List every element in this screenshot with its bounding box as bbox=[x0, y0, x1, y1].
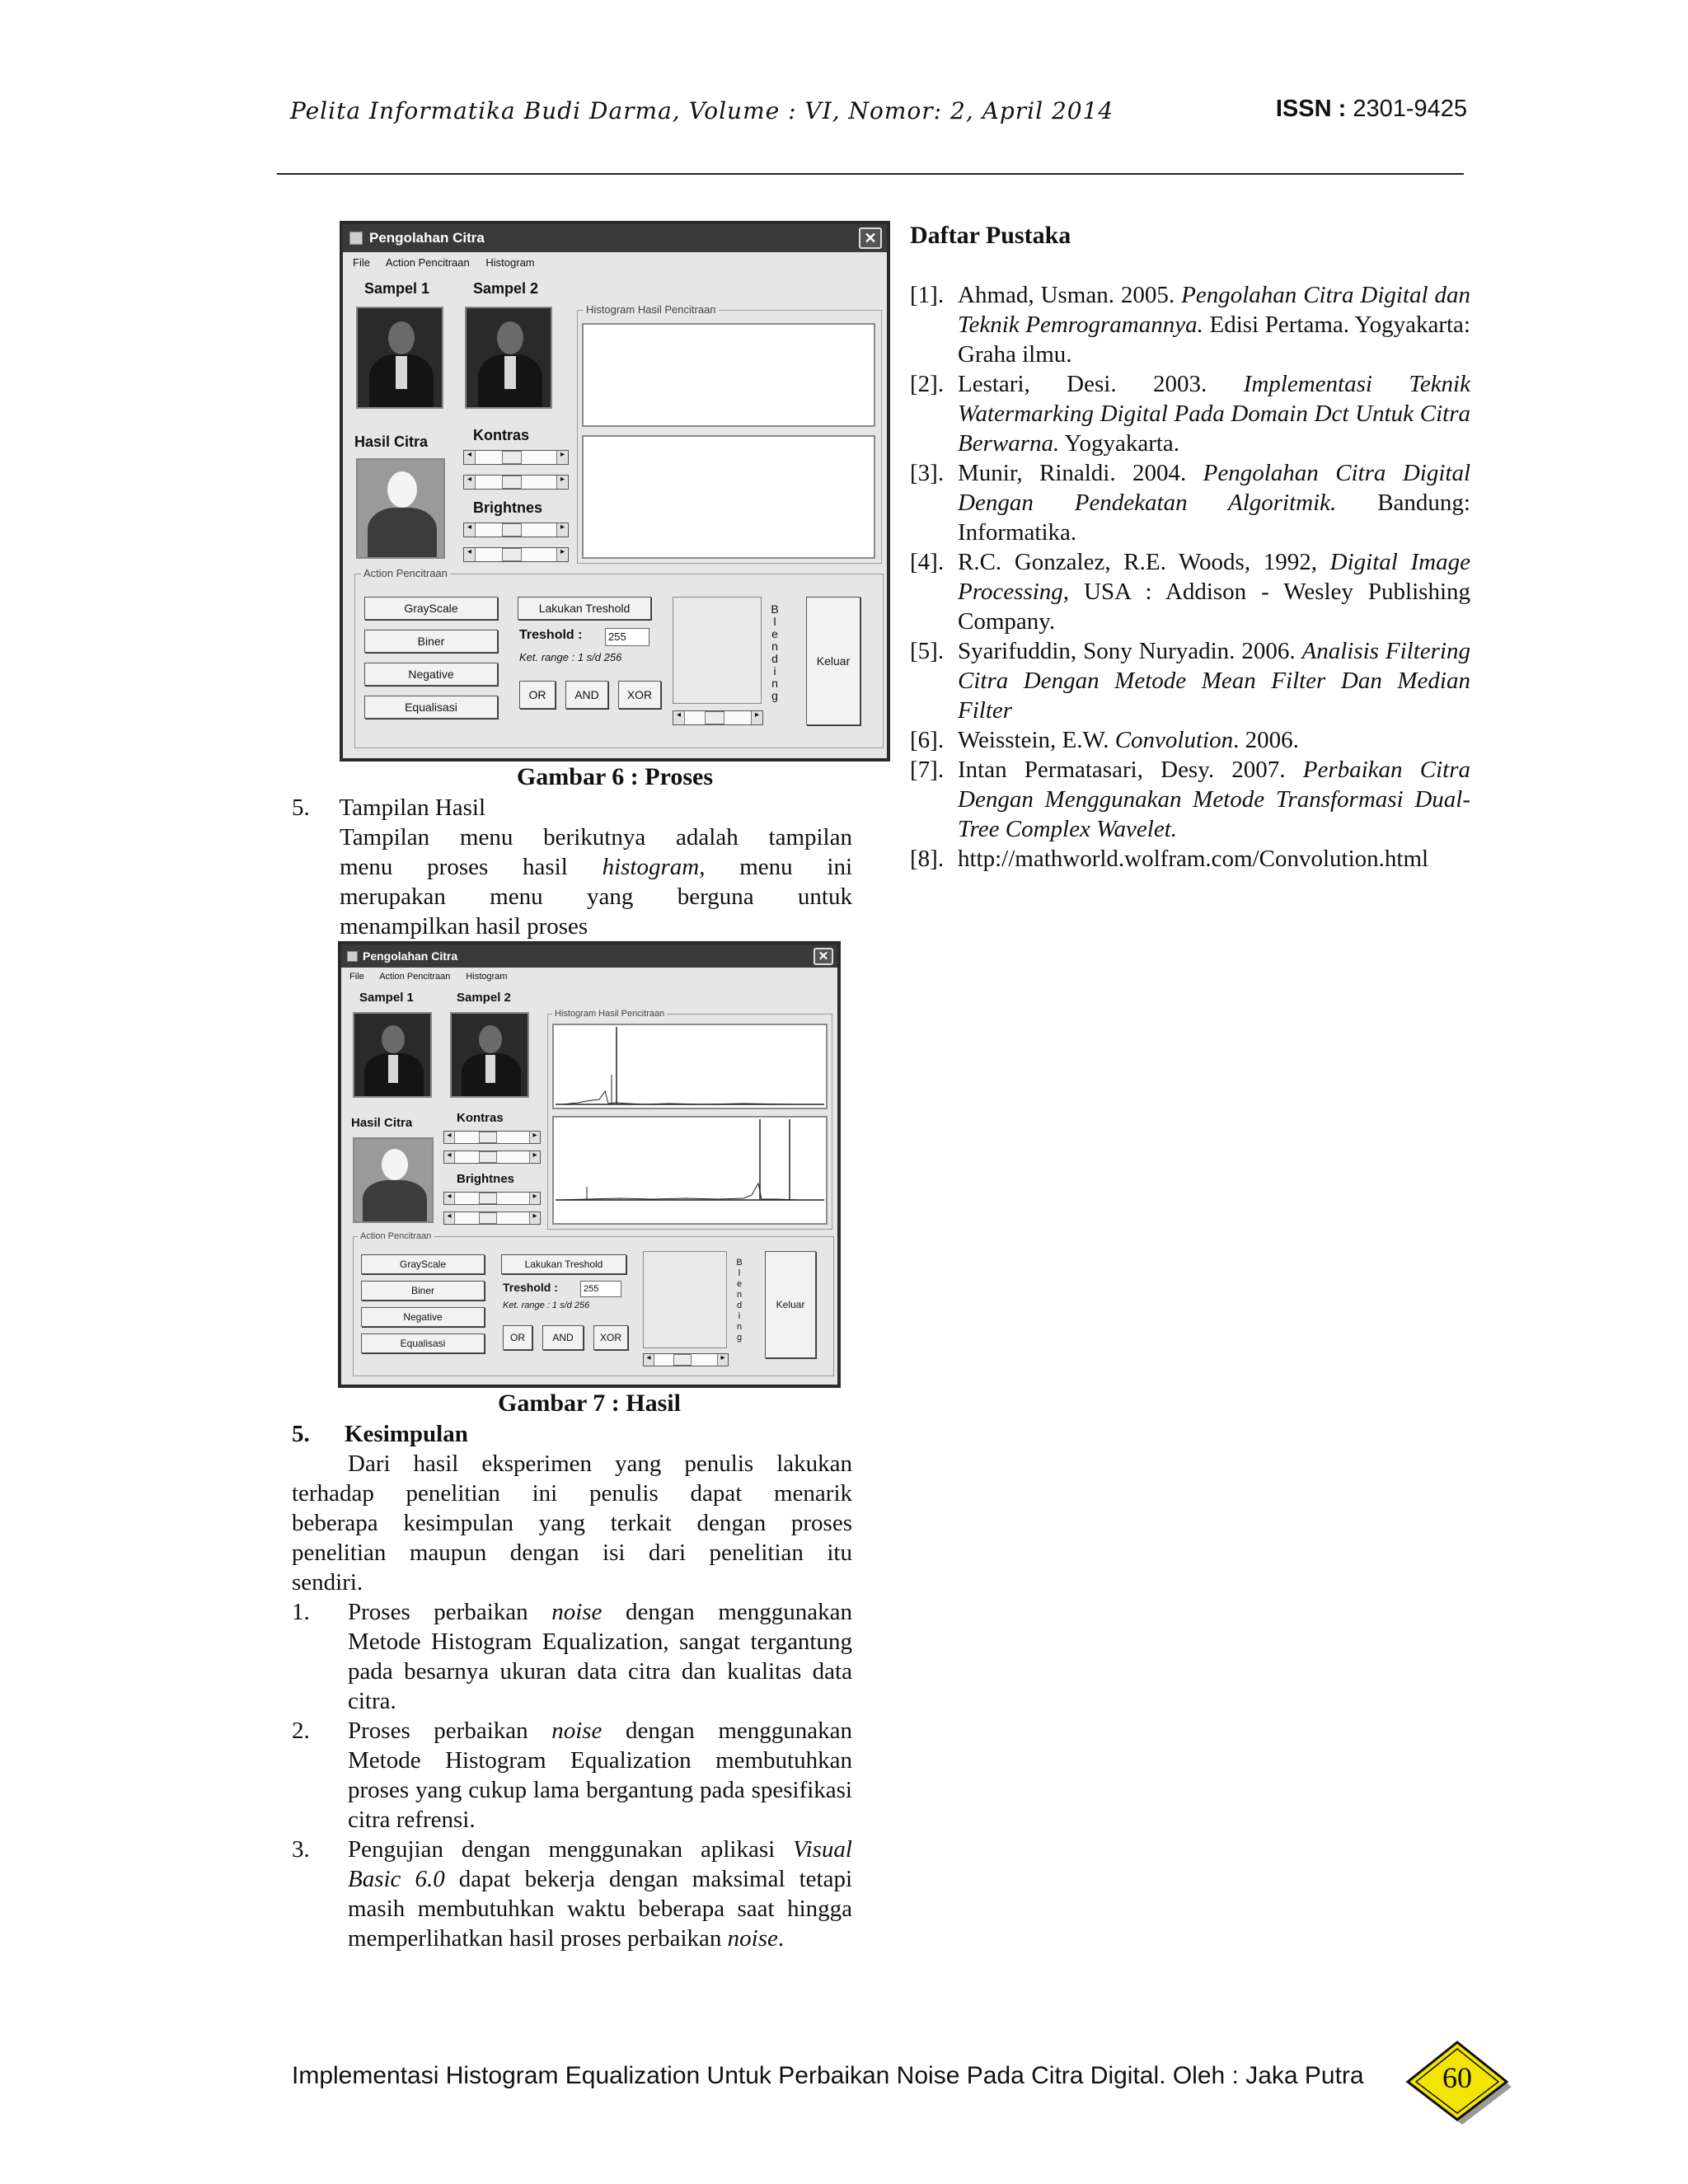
item-number: 1. bbox=[292, 1599, 310, 1625]
blending-slider[interactable] bbox=[643, 1353, 729, 1366]
intro-line: penelitian maupun dengan isi dari penelitian itu bbox=[292, 1540, 852, 1566]
reference-item bbox=[910, 547, 1470, 636]
arrow-left-icon[interactable]: ◂ bbox=[464, 476, 476, 489]
issn-label: ISSN : bbox=[1275, 96, 1347, 122]
arrow-left-icon[interactable]: ◂ bbox=[464, 523, 476, 537]
arrow-right-icon[interactable]: ▸ bbox=[556, 523, 568, 537]
blending-letter: i bbox=[773, 664, 776, 677]
reference-part: Weisstein, E.W. bbox=[958, 727, 1115, 753]
blending-letter: g bbox=[771, 689, 778, 702]
photo-shirt bbox=[504, 356, 516, 389]
kontras-slider-1[interactable] bbox=[443, 1131, 541, 1144]
close-icon[interactable]: ✕ bbox=[814, 948, 833, 965]
sampel2-image bbox=[465, 307, 552, 409]
reference-title: Implementasi Teknik Watermarking Digital Pada Domain Dct Untuk Citra Berwarna. bbox=[958, 371, 1470, 457]
item-text-part: Proses perbaikan bbox=[348, 1599, 552, 1625]
arrow-right-icon[interactable]: ▸ bbox=[529, 1193, 540, 1204]
kesimpulan-number: 5. bbox=[292, 1421, 310, 1447]
reference-text bbox=[958, 369, 1470, 458]
photo-body bbox=[363, 1180, 427, 1223]
photo-head bbox=[382, 1025, 405, 1053]
app-icon bbox=[347, 951, 358, 962]
menu-action-pencitraan[interactable]: Action Pencitraan bbox=[379, 972, 451, 982]
brightnes-slider-2[interactable] bbox=[443, 1212, 541, 1225]
arrow-left-icon[interactable]: ◂ bbox=[444, 1151, 455, 1163]
reference-number: [6]. bbox=[910, 727, 945, 753]
reference-item bbox=[910, 636, 1470, 725]
journal-header: Pelita Informatika Budi Darma, Volume : VI, Nomor: 2, April 2014 bbox=[290, 97, 1114, 124]
arrow-left-icon[interactable]: ◂ bbox=[444, 1212, 455, 1224]
reference-item bbox=[910, 369, 1470, 458]
or-button[interactable]: OR bbox=[519, 681, 556, 709]
reference-part: Syarifuddin, Sony Nuryadin. 2006. bbox=[958, 638, 1302, 664]
or-button[interactable]: OR bbox=[503, 1325, 532, 1350]
histogram-group-title: Histogram Hasil Pencitraan bbox=[552, 1009, 667, 1019]
arrow-right-icon[interactable]: ▸ bbox=[556, 451, 568, 464]
arrow-left-icon[interactable]: ◂ bbox=[673, 711, 685, 724]
item-emphasis: noise bbox=[551, 1599, 603, 1625]
equalisasi-button[interactable]: Equalisasi bbox=[361, 1333, 485, 1353]
slider-thumb[interactable] bbox=[479, 1132, 497, 1143]
para-line bbox=[340, 852, 852, 882]
reference-number: [7]. bbox=[910, 757, 945, 783]
reference-part: http://mathworld.wolfram.com/Convolution.html bbox=[958, 846, 1429, 872]
brightnes-slider-1[interactable] bbox=[443, 1192, 541, 1205]
reference-item bbox=[910, 458, 1470, 547]
photo-shirt bbox=[485, 1055, 495, 1083]
window-titlebar bbox=[341, 944, 837, 968]
blending-image bbox=[643, 1251, 727, 1348]
keluar-button[interactable]: Keluar bbox=[806, 597, 860, 725]
xor-button[interactable]: XOR bbox=[593, 1325, 628, 1350]
reference-number: [4]. bbox=[910, 549, 945, 575]
arrow-left-icon[interactable]: ◂ bbox=[444, 1193, 455, 1204]
item-emphasis: noise bbox=[551, 1718, 603, 1744]
reference-number: [2]. bbox=[910, 371, 945, 397]
figure7-window bbox=[338, 941, 841, 1388]
conclusion-item bbox=[292, 1835, 852, 1953]
menu-file[interactable]: File bbox=[349, 972, 364, 982]
photo-head bbox=[497, 321, 523, 354]
arrow-left-icon[interactable]: ◂ bbox=[444, 1132, 455, 1143]
ket-range: Ket. range : 1 s/d 256 bbox=[519, 651, 622, 663]
action-group-title: Action Pencitraan bbox=[361, 567, 450, 579]
item-text-part: dapat bekerja dengan maksimal tetapi masih membutuhkan waktu beberapa saat hingga memperlihatkan hasil proses perbaikan bbox=[348, 1866, 853, 1952]
blending-slider[interactable] bbox=[673, 710, 763, 725]
biner-button[interactable]: Biner bbox=[361, 1281, 485, 1301]
reference-item bbox=[910, 755, 1470, 844]
reference-part: Edisi Pertama. Yogyakarta: Graha ilmu. bbox=[958, 312, 1470, 368]
equalisasi-button[interactable]: Equalisasi bbox=[364, 696, 498, 719]
blending-letter: g bbox=[736, 1333, 743, 1343]
reference-part: Intan Permatasari, Desy. 2007. bbox=[958, 757, 1303, 783]
reference-title: Perbaikan Citra Dengan Menggunakan Metode Transformasi Dual-Tree Complex Wavelet. bbox=[958, 757, 1470, 842]
kontras-label: Kontras bbox=[473, 427, 530, 443]
sampel1-label: Sampel 1 bbox=[364, 280, 430, 297]
slider-thumb[interactable] bbox=[673, 1354, 692, 1366]
reference-item bbox=[910, 725, 1470, 755]
slider-thumb[interactable] bbox=[502, 451, 522, 464]
conclusion-item bbox=[292, 1597, 852, 1716]
slider-thumb[interactable] bbox=[479, 1212, 497, 1224]
slider-thumb[interactable] bbox=[502, 548, 522, 561]
item-text bbox=[348, 1597, 852, 1716]
reference-title: Pengolahan Citra Digital Dengan Pendekatan Algoritmik. bbox=[958, 460, 1470, 516]
slider-thumb[interactable] bbox=[705, 711, 724, 724]
keluar-button[interactable]: Keluar bbox=[765, 1251, 816, 1358]
intro-line: Dari hasil eksperimen yang penulis lakukan bbox=[348, 1451, 852, 1477]
treshold-label: Treshold : bbox=[519, 628, 583, 642]
arrow-right-icon[interactable]: ▸ bbox=[529, 1151, 540, 1163]
brightnes-label: Brightnes bbox=[473, 499, 543, 516]
close-icon[interactable]: ✕ bbox=[859, 227, 882, 249]
window-title: Pengolahan Citra bbox=[363, 949, 458, 963]
reference-part: Lestari, Desi. 2003. bbox=[958, 371, 1244, 397]
reference-number: [3]. bbox=[910, 460, 945, 486]
blending-letter: n bbox=[771, 677, 778, 690]
kontras-slider-2[interactable] bbox=[443, 1151, 541, 1164]
photo-head bbox=[388, 321, 415, 354]
sampel2-label: Sampel 2 bbox=[473, 280, 539, 297]
kontras-slider-2[interactable] bbox=[463, 475, 569, 490]
para-line: merupakan menu yang berguna untuk bbox=[340, 883, 852, 910]
kontras-label: Kontras bbox=[457, 1111, 504, 1125]
reference-part: Ahmad, Usman. 2005. bbox=[958, 282, 1182, 308]
item-emphasis: noise bbox=[727, 1925, 778, 1952]
para-line: menampilkan hasil proses bbox=[340, 913, 588, 940]
reference-title: Analisis Filtering Citra Dengan Metode Mean Filter Dan Median Filter bbox=[958, 638, 1470, 724]
blending-letter: e bbox=[771, 627, 778, 640]
reference-text bbox=[958, 458, 1470, 547]
blending-letter: d bbox=[736, 1301, 743, 1310]
reference-item bbox=[910, 844, 1470, 874]
header-rule bbox=[277, 173, 1464, 175]
item-text-part: dengan menggunakan Metode Histogram Equalization, sangat tergantung pada besarnya ukuran data citra dan kualitas data citra. bbox=[348, 1599, 853, 1714]
brightnes-label: Brightnes bbox=[457, 1172, 515, 1186]
blending-letter: e bbox=[736, 1279, 743, 1289]
grayscale-button[interactable]: GrayScale bbox=[364, 597, 498, 620]
menubar bbox=[341, 969, 837, 984]
sampel1-image bbox=[356, 307, 443, 409]
tampilan-hasil-heading: 5. Tampilan Hasil bbox=[292, 794, 486, 821]
item-text bbox=[348, 1835, 852, 1953]
photo-shirt bbox=[388, 1055, 398, 1083]
item-text-part: dengan menggunakan Metode Histogram Equalization membutuhkan proses yang cukup lama bergantung pada spesifikasi citra refrensi. bbox=[348, 1718, 853, 1833]
blending-letter: l bbox=[738, 1268, 741, 1278]
lakukan-treshold-button[interactable]: Lakukan Treshold bbox=[501, 1254, 626, 1274]
histogram-top-plot bbox=[554, 1025, 826, 1108]
reference-part: . 2006. bbox=[1233, 727, 1299, 753]
tampilan-hasil-paragraph bbox=[292, 823, 852, 941]
page-number-badge bbox=[1400, 2041, 1515, 2126]
figure7-caption: Gambar 7 : Hasil bbox=[498, 1390, 681, 1417]
item-text-part: . bbox=[777, 1925, 785, 1952]
blending-letter: B bbox=[771, 602, 779, 616]
reference-number: [8]. bbox=[910, 846, 945, 872]
photo-head bbox=[382, 1149, 408, 1180]
arrow-right-icon[interactable]: ▸ bbox=[529, 1132, 540, 1143]
reference-text bbox=[958, 636, 1470, 725]
arrow-left-icon[interactable]: ◂ bbox=[464, 451, 476, 464]
histogram-group-title: Histogram Hasil Pencitraan bbox=[584, 303, 719, 316]
photo-head bbox=[479, 1025, 502, 1053]
histogram-em: histogram bbox=[602, 854, 700, 880]
histogram-bottom bbox=[552, 1116, 828, 1225]
negative-button[interactable]: Negative bbox=[364, 663, 498, 686]
intro-line: sendiri. bbox=[292, 1569, 363, 1596]
tampilan-hasil-section bbox=[292, 793, 852, 941]
kesimpulan-section bbox=[292, 1419, 852, 1953]
daftar-pustaka-heading: Daftar Pustaka bbox=[910, 222, 1071, 249]
slider-thumb[interactable] bbox=[479, 1193, 497, 1204]
menu-file[interactable]: File bbox=[353, 256, 370, 269]
intro-line: beberapa kesimpulan yang terkait dengan proses bbox=[292, 1510, 852, 1536]
slider-thumb[interactable] bbox=[502, 476, 522, 489]
para-text: menu proses hasil bbox=[340, 854, 568, 880]
app-icon bbox=[349, 232, 363, 245]
menu-histogram[interactable]: Histogram bbox=[485, 256, 535, 269]
figure6-window bbox=[340, 221, 890, 762]
lakukan-treshold-button[interactable]: Lakukan Treshold bbox=[518, 597, 651, 620]
photo-body bbox=[368, 508, 437, 559]
window-titlebar bbox=[343, 224, 887, 252]
and-button[interactable]: AND bbox=[565, 681, 608, 709]
hasil-citra-image bbox=[353, 1137, 434, 1223]
item-emphasis: Visual Basic 6.0 bbox=[348, 1836, 852, 1892]
sampel1-image bbox=[353, 1012, 432, 1098]
window-title: Pengolahan Citra bbox=[369, 230, 485, 246]
figure6-caption: Gambar 6 : Proses bbox=[516, 763, 714, 790]
reference-list bbox=[910, 280, 1470, 874]
menubar bbox=[343, 254, 887, 272]
hasil-citra-image bbox=[356, 458, 445, 559]
sampel2-image bbox=[450, 1012, 529, 1098]
item-number: 2. bbox=[292, 1718, 310, 1744]
item-text-part: Pengujian dengan menggunakan aplikasi bbox=[348, 1836, 794, 1863]
reference-title: Pengolahan Citra Digital dan Teknik Pemrogramannya. bbox=[958, 282, 1470, 338]
brightnes-slider-2[interactable] bbox=[463, 547, 569, 562]
kesimpulan-heading: Kesimpulan bbox=[345, 1421, 468, 1447]
hasil-citra-label: Hasil Citra bbox=[354, 434, 429, 450]
treshold-label: Treshold : bbox=[503, 1281, 558, 1294]
treshold-input[interactable]: 255 bbox=[580, 1281, 621, 1297]
negative-button[interactable]: Negative bbox=[361, 1307, 485, 1327]
reference-part: Munir, Rinaldi. 2004. bbox=[958, 460, 1203, 486]
arrow-right-icon[interactable]: ▸ bbox=[556, 476, 568, 489]
issn-value: 2301-9425 bbox=[1353, 96, 1467, 122]
reference-title: Convolution bbox=[1114, 727, 1234, 753]
daftar-pustaka-section bbox=[910, 221, 1470, 874]
arrow-left-icon[interactable]: ◂ bbox=[464, 548, 476, 561]
histogram-bottom bbox=[582, 435, 875, 559]
xor-button[interactable]: XOR bbox=[618, 681, 661, 709]
histogram-bottom-plot bbox=[554, 1118, 826, 1223]
item-number: 3. bbox=[292, 1836, 310, 1863]
reference-title: Digital Image Processing bbox=[958, 549, 1470, 605]
action-group-title: Action Pencitraan bbox=[358, 1231, 434, 1241]
issn bbox=[1276, 96, 1467, 123]
reference-number: [1]. bbox=[910, 282, 945, 308]
arrow-right-icon[interactable]: ▸ bbox=[751, 711, 762, 724]
blending-letter: n bbox=[736, 1322, 743, 1332]
reference-part: R.C. Gonzalez, R.E. Woods, 1992, bbox=[958, 549, 1330, 575]
menu-histogram[interactable]: Histogram bbox=[466, 972, 508, 982]
page-number: 60 bbox=[1442, 2061, 1472, 2094]
hasil-citra-label: Hasil Citra bbox=[351, 1116, 413, 1130]
kesimpulan-intro bbox=[292, 1449, 852, 1597]
brightnes-slider-1[interactable] bbox=[463, 523, 569, 537]
reference-part: , USA : Addison - Wesley Publishing Company. bbox=[958, 579, 1470, 635]
item-text bbox=[348, 1716, 852, 1835]
histogram-top bbox=[582, 323, 875, 427]
reference-text bbox=[958, 755, 1470, 844]
arrow-right-icon[interactable]: ▸ bbox=[529, 1212, 540, 1224]
reference-part: Bandung: Informatika. bbox=[958, 490, 1470, 546]
slider-thumb[interactable] bbox=[479, 1151, 497, 1163]
para-line: Tampilan menu berikutnya adalah tampilan bbox=[340, 824, 852, 851]
reference-text bbox=[958, 547, 1470, 636]
blending-letter: d bbox=[771, 652, 778, 665]
blending-letter: i bbox=[738, 1311, 741, 1321]
and-button[interactable]: AND bbox=[542, 1325, 584, 1350]
blending-label bbox=[734, 1258, 745, 1343]
arrow-right-icon[interactable]: ▸ bbox=[717, 1354, 728, 1366]
slider-thumb[interactable] bbox=[502, 523, 522, 537]
reference-text[interactable] bbox=[958, 844, 1470, 874]
arrow-right-icon[interactable]: ▸ bbox=[556, 548, 568, 561]
reference-part: Yogyakarta. bbox=[1059, 430, 1180, 457]
blending-letter: n bbox=[736, 1290, 743, 1300]
biner-button[interactable]: Biner bbox=[364, 630, 498, 653]
reference-text bbox=[958, 725, 1470, 755]
blending-image bbox=[673, 597, 762, 704]
arrow-left-icon[interactable]: ◂ bbox=[644, 1354, 654, 1366]
treshold-input[interactable]: 255 bbox=[605, 628, 649, 646]
blending-letter: B bbox=[736, 1258, 743, 1268]
kontras-slider-1[interactable] bbox=[463, 450, 569, 465]
photo-shirt bbox=[396, 356, 407, 389]
blending-letter: n bbox=[771, 640, 778, 653]
footer-text: Implementasi Histogram Equalization Untuk Perbaikan Noise Pada Citra Digital. Oleh : Jaka Putra bbox=[292, 2062, 1364, 2089]
intro-line: terhadap penelitian ini penulis dapat menarik bbox=[292, 1480, 852, 1507]
histogram-top bbox=[552, 1024, 828, 1109]
grayscale-button[interactable]: GrayScale bbox=[361, 1254, 485, 1274]
menu-action-pencitraan[interactable]: Action Pencitraan bbox=[385, 256, 470, 269]
reference-item bbox=[910, 280, 1470, 369]
blending-label bbox=[768, 603, 781, 702]
ket-range: Ket. range : 1 s/d 256 bbox=[503, 1301, 590, 1310]
kesimpulan-heading-row bbox=[292, 1419, 852, 1449]
reference-number: [5]. bbox=[910, 638, 945, 664]
conclusion-item bbox=[292, 1716, 852, 1835]
para-text: , menu ini bbox=[699, 854, 852, 880]
sampel2-label: Sampel 2 bbox=[457, 991, 511, 1005]
item-text-part: Proses perbaikan bbox=[348, 1718, 552, 1744]
photo-head bbox=[387, 471, 417, 508]
sampel1-label: Sampel 1 bbox=[359, 991, 414, 1005]
blending-letter: l bbox=[773, 615, 776, 628]
reference-text bbox=[958, 280, 1470, 369]
